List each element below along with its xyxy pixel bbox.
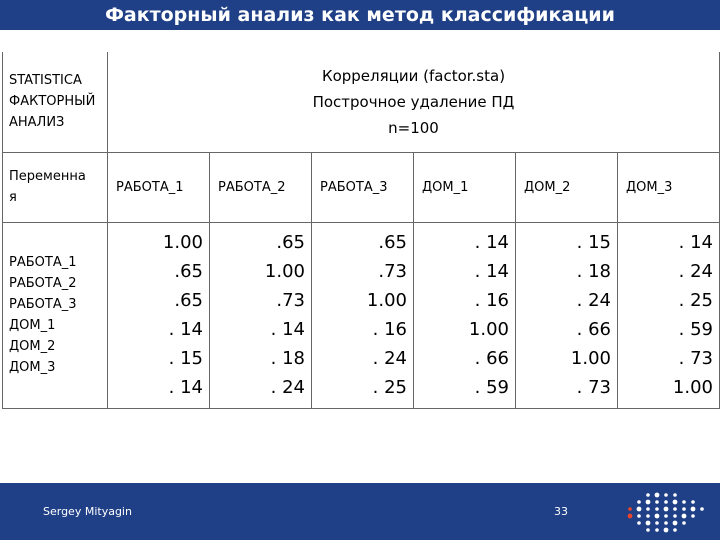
logo-dot (637, 507, 642, 512)
slide-title-bar (0, 0, 720, 30)
matrix-cell: 1.00 (264, 261, 305, 282)
logo-dot (655, 507, 659, 511)
matrix-cell: . 15 (168, 348, 203, 369)
matrix-cell: 1.00 (468, 319, 509, 340)
correlation-table (2, 52, 720, 409)
logo-dot (664, 528, 669, 533)
logo-dot (637, 500, 641, 504)
logo-dot (682, 500, 686, 504)
matrix-cell: .65 (174, 290, 203, 311)
logo-dot (655, 521, 659, 525)
matrix-cell: . 16 (474, 290, 509, 311)
matrix-cell: . 59 (678, 319, 713, 340)
matrix-column (618, 222, 720, 408)
matrix-column (516, 222, 618, 408)
matrix-cell: . 14 (168, 319, 203, 340)
matrix-cell: . 18 (576, 261, 611, 282)
logo-dot (664, 521, 668, 525)
logo-dot (664, 507, 669, 512)
row-labels-cell (3, 222, 108, 408)
matrix-column (312, 222, 414, 408)
matrix-cell: .65 (174, 261, 203, 282)
logo-dot (673, 514, 677, 518)
matrix-cell: .73 (378, 261, 407, 282)
matrix-cell: 1.00 (570, 348, 611, 369)
logo-dot (664, 500, 668, 504)
logo-dot (673, 521, 678, 526)
footer-bar (0, 483, 720, 540)
author-name: Sergey Mityagin (43, 505, 132, 518)
matrix-cell: . 14 (168, 377, 203, 398)
matrix-cell: .65 (378, 232, 407, 253)
matrix-cell: . 15 (576, 232, 611, 253)
variable-header: Переменна я (9, 169, 86, 205)
matrix-cell: . 18 (270, 348, 305, 369)
matrix-cell: 1.00 (366, 290, 407, 311)
column-header: РАБОТА_1 (108, 152, 210, 222)
logo-dot (646, 521, 651, 526)
matrix-cell: . 16 (372, 319, 407, 340)
matrix-cell: . 66 (474, 348, 509, 369)
logo-dot (637, 514, 641, 518)
logo-dot (646, 528, 650, 532)
page-number: 33 (554, 505, 568, 518)
matrix-cell: 1.00 (162, 232, 203, 253)
logo-dot (691, 500, 695, 504)
logo-dot (655, 493, 660, 498)
matrix-column (414, 222, 516, 408)
logo-dot (673, 507, 677, 511)
logo-dot (691, 507, 696, 512)
logo-dot (655, 514, 660, 519)
matrix-cell: . 14 (270, 319, 305, 340)
matrix-cell: . 14 (474, 232, 509, 253)
table-title-line-1: Корреляции (factor.sta) (321, 66, 506, 85)
matrix-cell: 1.00 (672, 377, 713, 398)
matrix-column (210, 222, 312, 408)
column-header: ДОМ_2 (516, 152, 618, 222)
row-labels: РАБОТА_1 РАБОТА_2 РАБОТА_3 ДОМ_1 ДОМ_2 ДОМ_3 (9, 255, 77, 375)
logo-dot (628, 514, 633, 519)
logo-dot (682, 514, 687, 519)
variable-header-cell (3, 152, 108, 222)
corner-label: STATISTICA ФАКТОРНЫЙ АНАЛИЗ (9, 73, 96, 131)
correlation-table-wrapper (2, 52, 720, 409)
logo-dot (664, 514, 668, 518)
table-title-line-3: n=100 (388, 118, 439, 137)
matrix-cell: . 73 (576, 377, 611, 398)
logo-dot (682, 507, 686, 511)
logo-dot (673, 528, 677, 532)
logo-dot (700, 507, 704, 511)
matrix-cell: . 24 (576, 290, 611, 311)
logo-dot (646, 507, 650, 511)
matrix-cell: . 24 (372, 348, 407, 369)
table-title-line-2: Построчное удаление ПД (312, 92, 515, 111)
logo-dot (646, 493, 650, 497)
matrix-cell: . 14 (474, 261, 509, 282)
logo-dot (673, 493, 677, 497)
column-header: ДОМ_1 (414, 152, 516, 222)
logo-dot (655, 528, 659, 532)
dots-logo-icon (624, 491, 712, 535)
matrix-column (108, 222, 210, 408)
logo-dot (628, 507, 632, 511)
table-title-cell (108, 52, 720, 152)
logo-dot (637, 521, 641, 525)
matrix-cell: . 66 (576, 319, 611, 340)
matrix-cell: .65 (276, 232, 305, 253)
column-header: РАБОТА_3 (312, 152, 414, 222)
matrix-cell: . 24 (270, 377, 305, 398)
matrix-cell: . 25 (678, 290, 713, 311)
matrix-cell: . 24 (678, 261, 713, 282)
logo-dot (655, 500, 659, 504)
logo-dot (646, 514, 650, 518)
logo-dot (691, 514, 695, 518)
logo-dot (646, 500, 651, 505)
matrix-cell: . 73 (678, 348, 713, 369)
logo-dot (673, 500, 678, 505)
logo-dot (664, 493, 668, 497)
column-header: ДОМ_3 (618, 152, 720, 222)
slide-title: Факторный анализ как метод классификации (105, 4, 615, 26)
corner-label-cell (3, 52, 108, 152)
matrix-cell: . 14 (678, 232, 713, 253)
matrix-cell: .73 (276, 290, 305, 311)
logo-dot (682, 521, 686, 525)
matrix-cell: . 25 (372, 377, 407, 398)
matrix-cell: . 59 (474, 377, 509, 398)
column-header: РАБОТА_2 (210, 152, 312, 222)
